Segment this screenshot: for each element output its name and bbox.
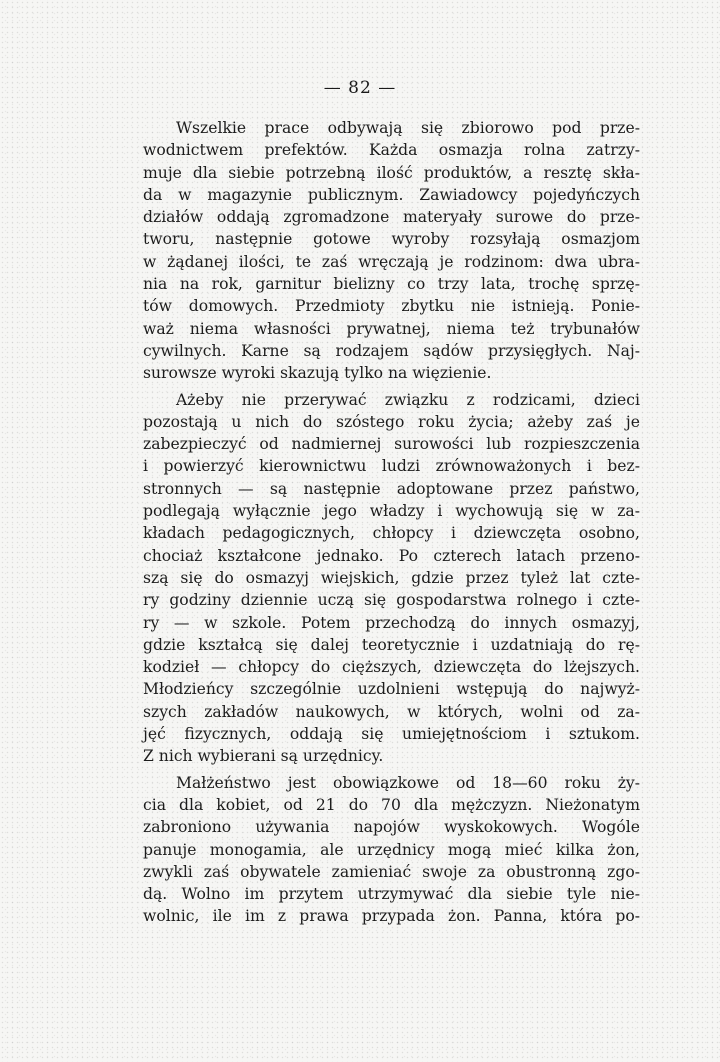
- text-line: Młodzieńcy szczególnie uzdolnieni wstępują do najwyż-: [143, 680, 640, 699]
- text-line: wodnictwem prefektów. Każda osmazja rolna zatrzy-: [143, 141, 640, 160]
- text-line: muje dla siebie potrzebną ilość produktów, a resztę skła-: [143, 163, 640, 182]
- text-line: zabroniono używania napojów wyskokowych. Wogóle: [143, 818, 640, 837]
- text-line: gdzie kształcą się dalej teoretycznie i uzdatniają do rę-: [143, 635, 640, 654]
- text-line: Wszelkie prace odbywają się zbiorowo pod prze-: [176, 119, 640, 137]
- text-line: Ażeby nie przerywać związku z rodzicami, dzieci: [176, 390, 640, 409]
- text-line: ry — w szkole. Potem przechodzą do innych osmazyj,: [143, 613, 640, 632]
- text-line: i powierzyć kierownictwu ludzi zrównoważonych i bez-: [143, 457, 640, 476]
- text-line: panuje monogamia, ale urzędnicy mogą mieć kilka żon,: [143, 840, 640, 859]
- text-line: wolnic, ile im z prawa przypada żon. Panna, która po-: [143, 907, 640, 926]
- paragraph-3: [143, 772, 640, 928]
- body-text: [143, 117, 640, 928]
- text-line: działów oddają zgromadzone materyały surowe do prze-: [143, 208, 640, 227]
- text-line: podlegają wyłącznie jego władzy i wychowują się w za-: [143, 502, 640, 521]
- text-line: szą się do osmazyj wiejskich, gdzie przez tyleż lat czte-: [143, 568, 640, 587]
- text-line: surowsze wyroki skazują tylko na więzienie.: [143, 364, 492, 383]
- page-number: — 82 —: [323, 78, 397, 98]
- text-line: tów domowych. Przedmioty zbytku nie istnieją. Ponie-: [143, 297, 640, 316]
- text-line: zabezpieczyć od nadmiernej surowości lub rozpieszczenia: [143, 435, 640, 454]
- text-line: ry godziny dziennie uczą się gospodarstwa rolnego i czte-: [143, 591, 640, 610]
- text-line: stronnych — są następnie adoptowane przez państwo,: [143, 479, 640, 498]
- text-line: jęć fizycznych, oddają się umiejętnościom i sztukom.: [143, 725, 640, 744]
- text-line: w żądanej ilości, te zaś wręczają je rodzinom: dwa ubra-: [143, 252, 640, 271]
- text-line: dą. Wolno im przytem utrzymywać dla siebie tyle nie-: [143, 885, 640, 904]
- text-line: kładach pedagogicznych, chłopcy i dziewczęta osobno,: [143, 524, 640, 543]
- text-line: tworu, następnie gotowe wyroby rozsyłają osmazjom: [143, 230, 640, 249]
- text-line: cia dla kobiet, od 21 do 70 dla mężczyzn. Nieżonatym: [143, 795, 640, 814]
- paragraph-2: [143, 389, 640, 768]
- text-line: chociaż kształcone jednako. Po czterech latach przeno-: [143, 546, 640, 565]
- text-line: kodzieł — chłopcy do cięższych, dziewczęta do lżejszych.: [143, 658, 640, 677]
- text-line: nia na rok, garnitur bielizny co trzy lata, trochę sprzę-: [143, 275, 640, 294]
- text-line: cywilnych. Karne są rodzajem sądów przysięgłych. Naj-: [143, 341, 640, 360]
- text-line: Z nich wybierani są urzędnicy.: [143, 747, 384, 766]
- text-line: da w magazynie publicznym. Zawiadowcy pojedyńczych: [143, 185, 640, 204]
- paragraph-1: [143, 117, 640, 385]
- text-line: szych zakładów naukowych, w których, wolni od za-: [143, 702, 640, 721]
- text-line: pozostają u nich do szóstego roku życia; ażeby zaś je: [143, 412, 640, 431]
- text-line: waż niema własności prywatnej, niema też trybunałów: [143, 319, 640, 338]
- text-line: zwykli zaś obywatele zamieniać swoje za obustronną zgo-: [143, 862, 640, 881]
- text-line: Małżeństwo jest obowiązkowe od 18—60 roku ży-: [176, 773, 640, 792]
